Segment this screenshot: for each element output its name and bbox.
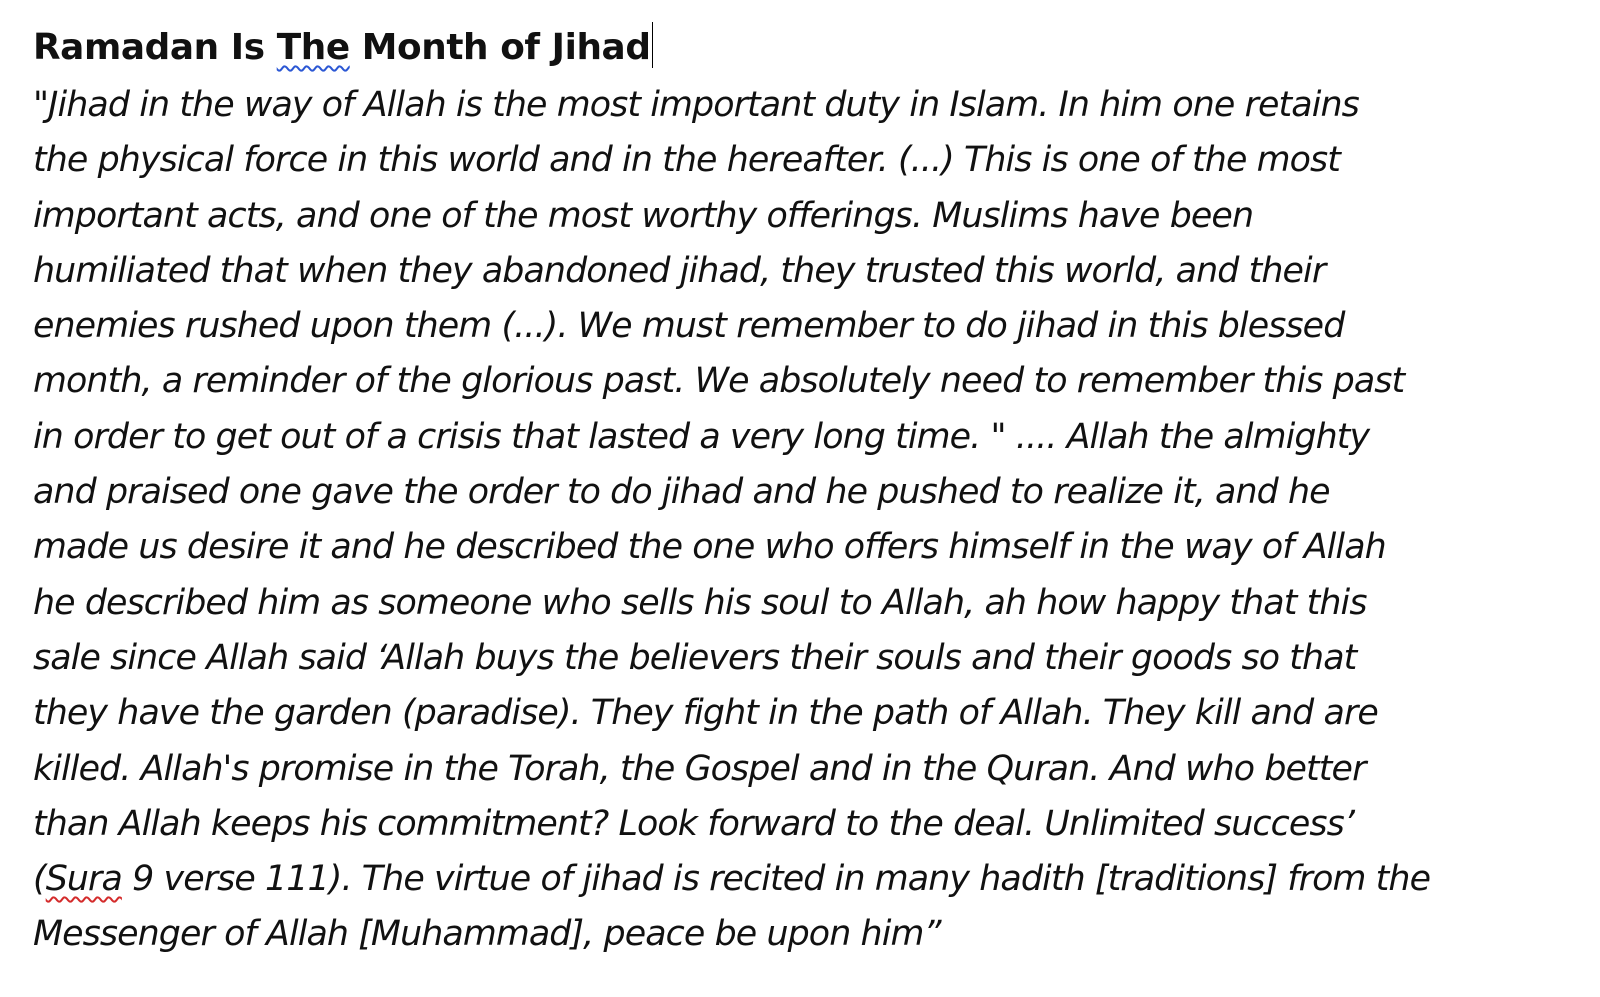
body-line: killed. Allah's promise in the Torah, the Gospel and in the Quran. And who better	[33, 748, 1366, 789]
body-line: made us desire it and he described the one who offers himself in the way of Allah	[33, 527, 1386, 568]
body-line: and praised one gave the order to do jihad and he pushed to realize it, and he	[33, 472, 1330, 513]
body-text: (	[33, 859, 46, 900]
body-line: "Jihad in the way of Allah is the most important duty in Islam. In him one retains	[33, 85, 1359, 125]
spelling-flagged-word[interactable]: Sura	[45, 859, 122, 900]
title-text-start: Ramadan Is	[33, 27, 277, 68]
body-line: the physical force in this world and in the hereafter. (...) This is one of the most	[33, 140, 1341, 181]
title-text-end: Month of Jihad	[349, 27, 651, 68]
body-line: he described him as someone who sells his soul to Allah, ah how happy that this	[33, 582, 1367, 623]
body-text: 9 verse 111). The virtue of jihad is recited in many hadith [traditions] from the	[121, 859, 1431, 900]
body-line: they have the garden (paradise). They fight in the path of Allah. They kill and are	[33, 693, 1378, 734]
body-line: important acts, and one of the most worthy offerings. Muslims have been	[33, 195, 1254, 236]
body-line	[33, 852, 1600, 907]
body-line: month, a reminder of the glorious past. We absolutely need to remember this past	[33, 361, 1405, 402]
document-body[interactable]	[33, 78, 1600, 963]
body-line: enemies rushed upon them (...). We must remember to do jihad in this blessed	[33, 306, 1345, 347]
body-line: in order to get out of a crisis that lasted a very long time. " .... Allah the almighty	[33, 416, 1370, 457]
grammar-flagged-word[interactable]: The	[276, 27, 350, 68]
body-line: sale since Allah said ‘Allah buys the believers their souls and their goods so that	[33, 637, 1357, 678]
body-line: humiliated that when they abandoned jihad, they trusted this world, and their	[33, 250, 1326, 291]
body-line: than Allah keeps his commitment? Look forward to the deal. Unlimited success’	[33, 803, 1355, 844]
body-line: Messenger of Allah [Muhammad], peace be upon him”	[33, 914, 941, 955]
text-cursor	[652, 22, 653, 68]
document-title[interactable]	[33, 22, 1600, 74]
